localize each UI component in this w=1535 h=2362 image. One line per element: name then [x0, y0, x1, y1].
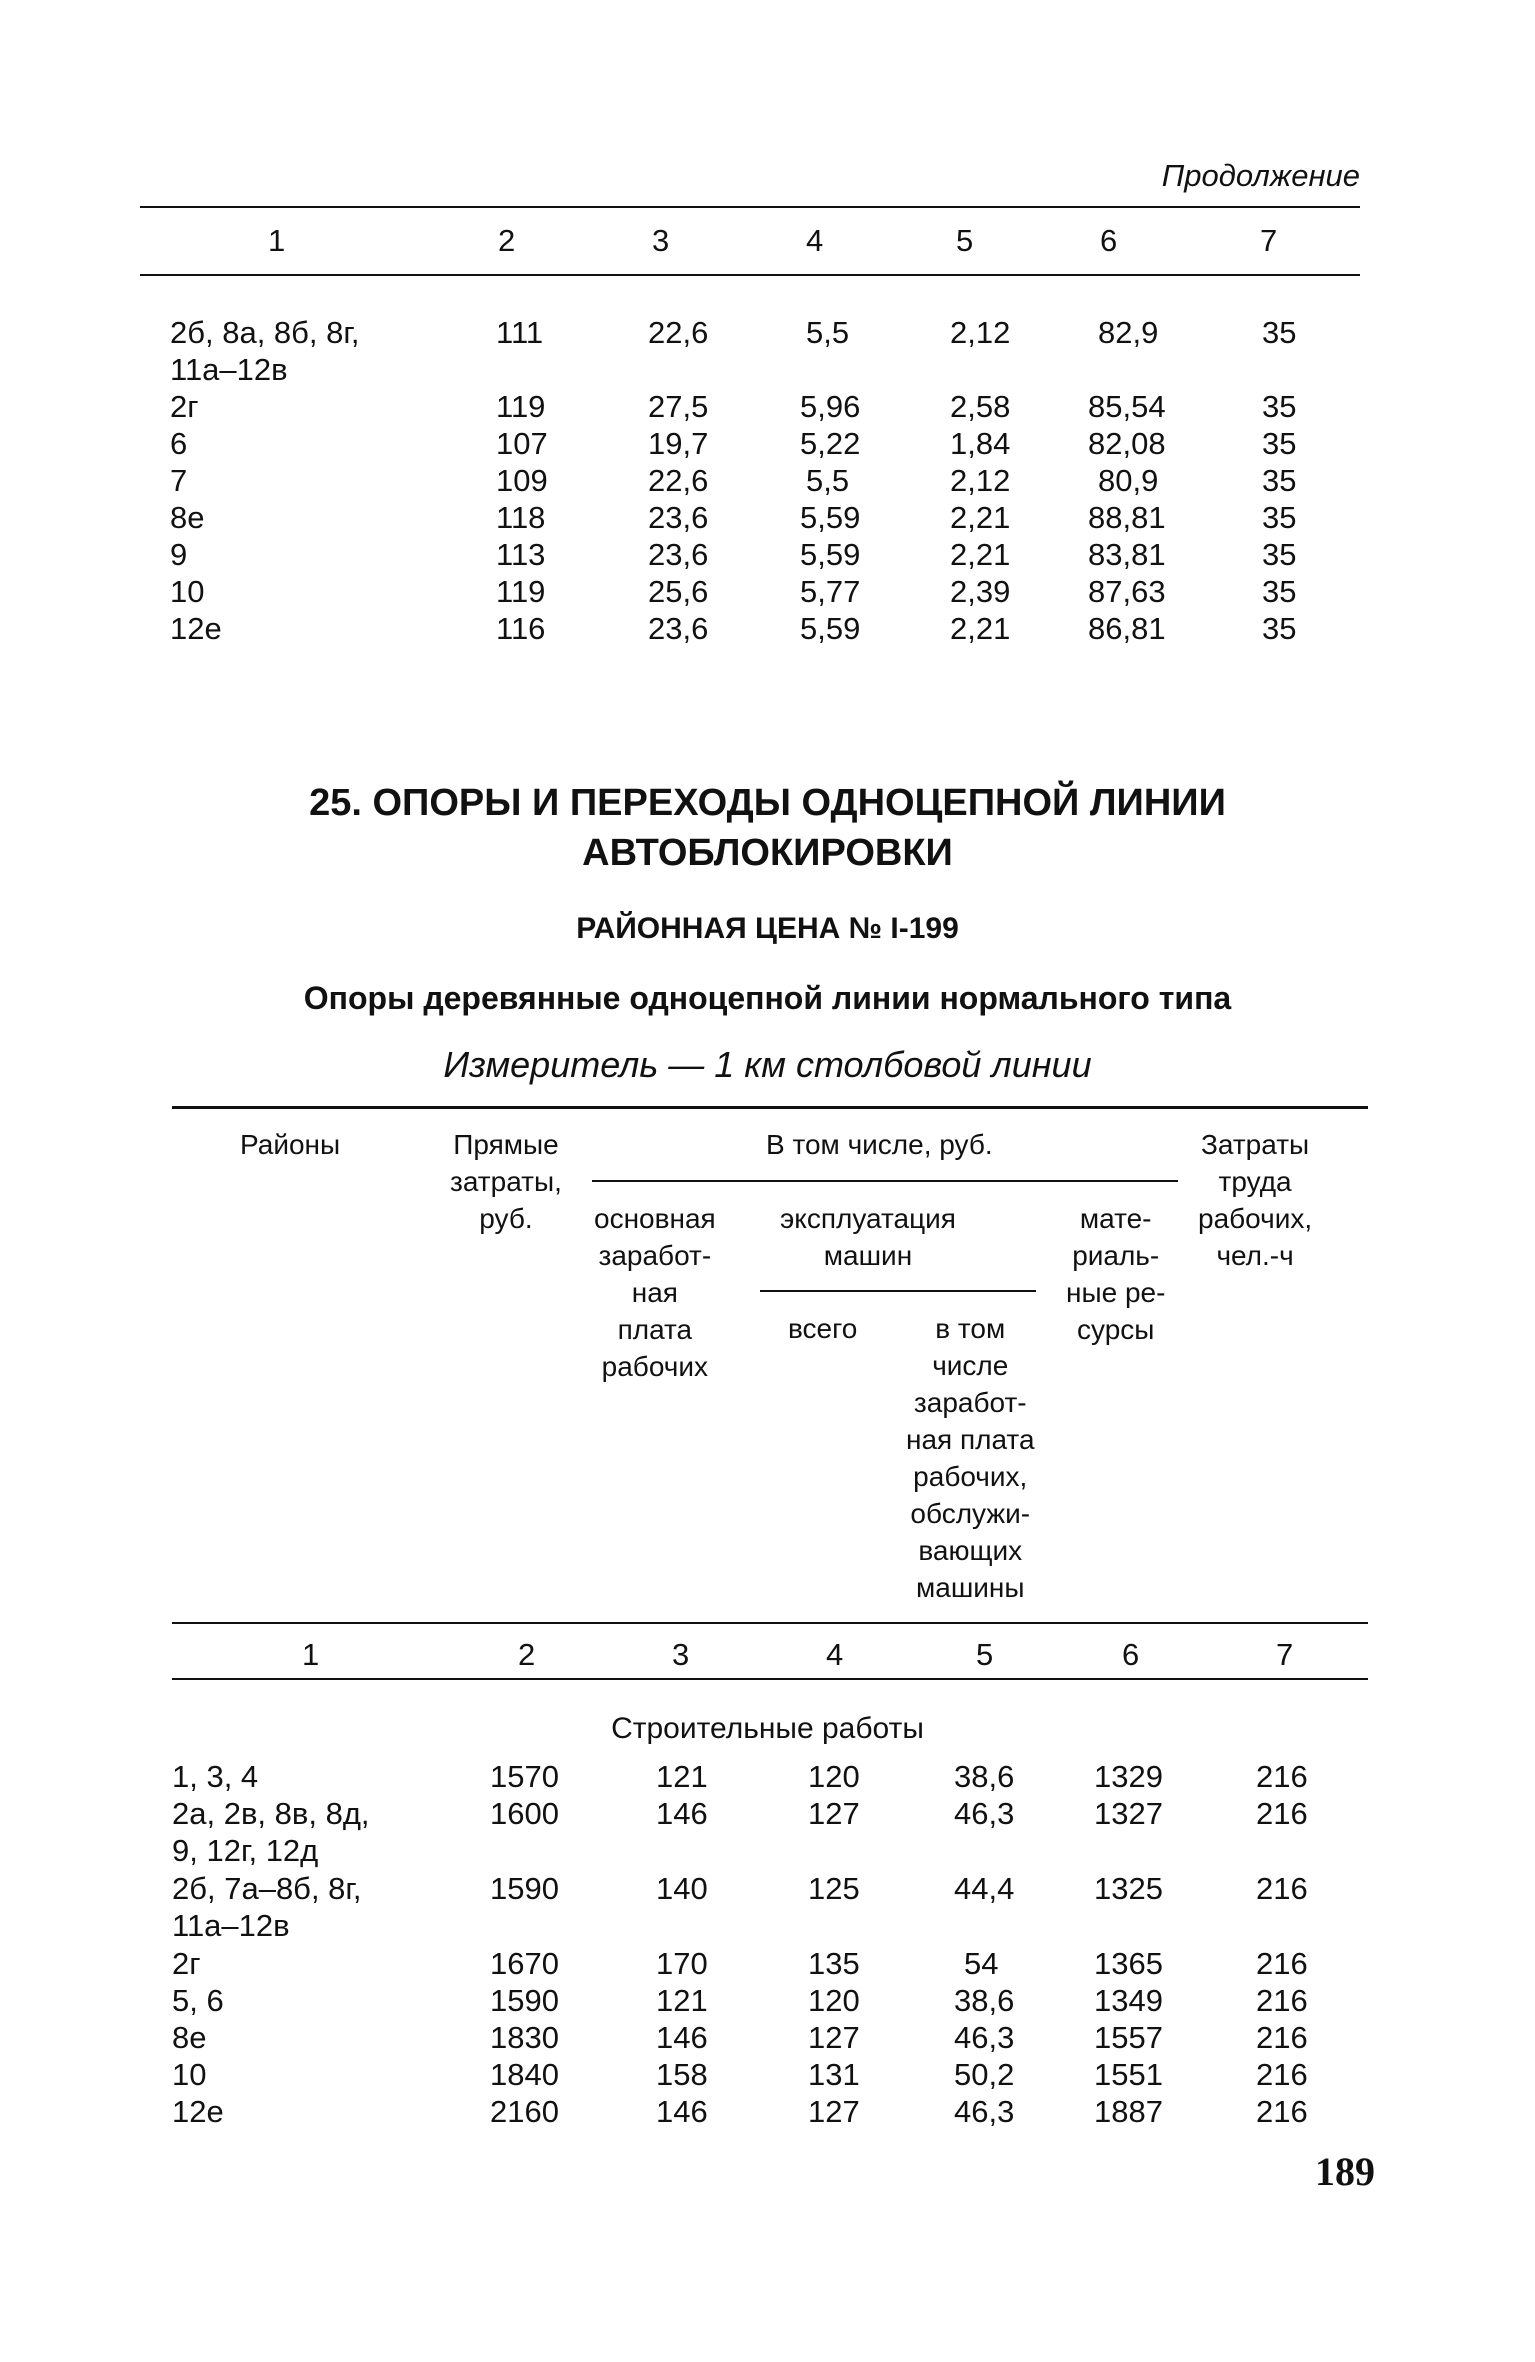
wages-cell: 23,6 [648, 500, 709, 535]
basic-wages-header: основная заработ- ная плата рабочих [594, 1203, 716, 1382]
labor-header: Затраты труда рабочих, чел.-ч [1198, 1129, 1313, 1271]
machines-cell: 127 [808, 2094, 860, 2129]
direct-costs-cell: 1670 [490, 1946, 559, 1981]
machines-cell: 5,5 [806, 463, 850, 498]
region-cell: 9 [170, 537, 188, 572]
materials-header: мате- риаль- ные ре- сурсы [1066, 1203, 1166, 1345]
materials-cell: 1329 [1094, 1759, 1163, 1794]
labor-cell: 216 [1256, 1796, 1308, 1831]
section-subtitle: Опоры деревянные одноцепной линии нормального типа [303, 980, 1232, 1016]
machine-wages-cell: 46,3 [954, 2020, 1015, 2055]
machine-wages-cell: 2,12 [950, 463, 1011, 498]
table2-col-7: 7 [1276, 1637, 1294, 1672]
machine-wages-cell: 2,21 [950, 500, 1011, 535]
labor-cell: 216 [1256, 1871, 1308, 1906]
labor-cell: 35 [1262, 389, 1297, 424]
wages-cell: 158 [656, 2057, 708, 2092]
direct-costs-cell: 1600 [490, 1796, 559, 1831]
region-cell: 1, 3, 4 [172, 1759, 259, 1794]
direct-costs-cell: 1570 [490, 1759, 559, 1794]
section-title-line1: 25. ОПОРЫ И ПЕРЕХОДЫ ОДНОЦЕПНОЙ ЛИНИИ [309, 782, 1226, 824]
table2-col-4: 4 [826, 1637, 844, 1672]
region-cell: 8е [170, 500, 205, 535]
materials-cell: 86,81 [1088, 611, 1166, 646]
materials-cell: 82,9 [1098, 315, 1159, 350]
labor-cell: 35 [1262, 426, 1297, 461]
table1-col-2: 2 [498, 223, 516, 258]
direct-costs-cell: 107 [496, 426, 548, 461]
region-cell: 2б, 7а–8б, 8г, 11а–12в [172, 1871, 362, 1943]
region-cell: 7 [170, 463, 188, 498]
machine-wages-cell: 2,21 [950, 537, 1011, 572]
labor-cell: 35 [1262, 574, 1297, 609]
region-cell: 8е [172, 2020, 207, 2055]
materials-cell: 88,81 [1088, 500, 1166, 535]
page-number: 189 [1315, 2149, 1375, 2194]
labor-cell: 216 [1256, 2094, 1308, 2129]
wages-cell: 19,7 [648, 426, 709, 461]
region-cell: 5, 6 [172, 1983, 224, 2018]
machines-cell: 135 [808, 1946, 860, 1981]
table1-col-5: 5 [956, 223, 974, 258]
direct-costs-cell: 111 [496, 315, 544, 350]
materials-cell: 1365 [1094, 1946, 1163, 1981]
wages-cell: 22,6 [648, 315, 709, 350]
machine-wages-cell: 2,21 [950, 611, 1011, 646]
wages-cell: 121 [656, 1983, 708, 2018]
direct-costs-cell: 113 [496, 537, 546, 572]
materials-cell: 80,9 [1098, 463, 1159, 498]
labor-cell: 216 [1256, 2057, 1308, 2092]
labor-cell: 35 [1262, 315, 1297, 350]
group-label: Строительные работы [611, 1712, 924, 1745]
machine-wages-cell: 2,39 [950, 574, 1011, 609]
machines-cell: 5,96 [800, 389, 861, 424]
direct-costs-cell: 2160 [490, 2094, 559, 2129]
machines-cell: 5,59 [800, 500, 861, 535]
machine-operation-header: эксплуатация машин [780, 1203, 956, 1271]
region-cell: 2г [170, 389, 199, 424]
machine-wages-cell: 1,84 [950, 426, 1011, 461]
region-cell: 2г [172, 1946, 201, 1981]
table1-col-3: 3 [652, 223, 670, 258]
materials-cell: 1551 [1094, 2057, 1163, 2092]
materials-cell: 1887 [1094, 2094, 1163, 2129]
machine-wages-cell: 38,6 [954, 1983, 1015, 2018]
machine-wages-cell: 44,4 [954, 1871, 1015, 1906]
labor-cell: 35 [1262, 537, 1297, 572]
machines-cell: 5,22 [800, 426, 861, 461]
continuation-label: Продолжение [1161, 158, 1360, 193]
table2-col-6: 6 [1122, 1637, 1140, 1672]
wages-cell: 146 [656, 2020, 708, 2055]
machine-wages-cell: 54 [964, 1946, 999, 1981]
region-cell: 12е [170, 611, 222, 646]
direct-costs-cell: 119 [496, 574, 546, 609]
labor-cell: 35 [1262, 463, 1297, 498]
direct-costs-cell: 1590 [490, 1983, 559, 2018]
machine-wages-cell: 46,3 [954, 2094, 1015, 2129]
region-cell: 2а, 2в, 8в, 8д, 9, 12г, 12д [172, 1796, 370, 1868]
machine-wages-cell: 38,6 [954, 1759, 1015, 1794]
direct-costs-cell: 109 [496, 463, 548, 498]
materials-cell: 1325 [1094, 1871, 1163, 1906]
wages-cell: 22,6 [648, 463, 709, 498]
machines-cell: 5,59 [800, 537, 861, 572]
labor-cell: 216 [1256, 1983, 1308, 2018]
region-cell: 2б, 8а, 8б, 8г, 11а–12в [170, 315, 360, 387]
incl-machine-wages-header: в том числе заработ- ная плата рабочих, обслужи- вающих машины [906, 1313, 1035, 1603]
table1-col-4: 4 [806, 223, 824, 258]
materials-cell: 1349 [1094, 1983, 1163, 2018]
direct-costs-header: Прямые затраты, руб. [450, 1129, 562, 1234]
direct-costs-cell: 119 [496, 389, 546, 424]
wages-cell: 170 [656, 1946, 708, 1981]
machines-cell: 5,59 [800, 611, 861, 646]
machines-cell: 5,5 [806, 315, 850, 350]
district-price: РАЙОННАЯ ЦЕНА № I-199 [576, 912, 959, 945]
machines-cell: 5,77 [800, 574, 861, 609]
machines-cell: 127 [808, 1796, 860, 1831]
machines-cell: 120 [808, 1983, 860, 2018]
materials-cell: 1327 [1094, 1796, 1163, 1831]
machines-cell: 127 [808, 2020, 860, 2055]
direct-costs-cell: 118 [496, 500, 546, 535]
table1-col-1: 1 [268, 223, 286, 258]
including-header: В том числе, руб. [766, 1129, 993, 1160]
table2-col-5: 5 [976, 1637, 994, 1672]
regions-header: Районы [240, 1129, 341, 1160]
direct-costs-cell: 1590 [490, 1871, 559, 1906]
direct-costs-cell: 116 [496, 611, 546, 646]
direct-costs-cell: 1840 [490, 2057, 559, 2092]
machine-wages-cell: 2,12 [950, 315, 1011, 350]
wages-cell: 27,5 [648, 389, 709, 424]
labor-cell: 216 [1256, 1946, 1308, 1981]
region-cell: 12е [172, 2094, 224, 2129]
labor-cell: 216 [1256, 1759, 1308, 1794]
region-cell: 10 [170, 574, 205, 609]
section-title-line2: АВТОБЛОКИРОВКИ [582, 832, 953, 874]
table2-col-1: 1 [302, 1637, 320, 1672]
materials-cell: 85,54 [1088, 389, 1166, 424]
region-cell: 6 [170, 426, 188, 461]
table1-col-6: 6 [1100, 223, 1118, 258]
wages-cell: 23,6 [648, 611, 709, 646]
materials-cell: 83,81 [1088, 537, 1166, 572]
materials-cell: 1557 [1094, 2020, 1163, 2055]
labor-cell: 35 [1262, 500, 1297, 535]
wages-cell: 140 [656, 1871, 708, 1906]
labor-cell: 216 [1256, 2020, 1308, 2055]
wages-cell: 23,6 [648, 537, 709, 572]
machines-cell: 131 [808, 2057, 860, 2092]
materials-cell: 87,63 [1088, 574, 1166, 609]
machine-wages-cell: 46,3 [954, 1796, 1015, 1831]
machine-wages-cell: 2,58 [950, 389, 1011, 424]
wages-cell: 146 [656, 1796, 708, 1831]
wages-cell: 146 [656, 2094, 708, 2129]
table2-col-2: 2 [518, 1637, 536, 1672]
machine-wages-cell: 50,2 [954, 2057, 1015, 2092]
region-cell: 10 [172, 2057, 207, 2092]
direct-costs-cell: 1830 [490, 2020, 559, 2055]
wages-cell: 25,6 [648, 574, 709, 609]
materials-cell: 82,08 [1088, 426, 1166, 461]
machines-cell: 125 [808, 1871, 860, 1906]
labor-cell: 35 [1262, 611, 1297, 646]
measure-unit: Измеритель — 1 км столбовой линии [443, 1044, 1092, 1085]
table1-col-7: 7 [1260, 223, 1278, 258]
machines-cell: 120 [808, 1759, 860, 1794]
total-header: всего [788, 1313, 858, 1344]
wages-cell: 121 [656, 1759, 708, 1794]
table2-col-3: 3 [672, 1637, 690, 1672]
